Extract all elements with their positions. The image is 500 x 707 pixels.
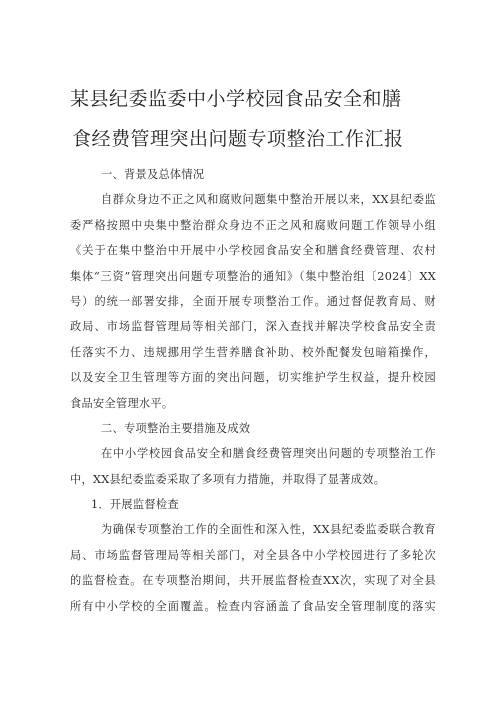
paragraph-line: 所有中小学校的全面覆盖。检查内容涵盖了食品安全管理制度的落实 — [70, 599, 436, 613]
paragraph-last-line: 食品安全管理水平。 — [70, 396, 174, 410]
paragraph-first-line: 自群众身边不正之风和腐败问题集中整治开展以来，XX县纪委监 — [101, 193, 436, 207]
paragraph-line: 的监督检查。在专项整治期间，共开展监督检查XX次，实现了对全县 — [70, 574, 436, 588]
paragraph-line: 以及安全卫生管理等方面的突出问题，切实维护学生权益，提升校园 — [70, 371, 436, 385]
paragraph-line: 号）的统一部署安排，全面开展专项整治工作。通过督促教育局、财 — [70, 294, 436, 308]
paragraph-first-line: 为确保专项整治工作的全面性和深入性，XX县纪委监委联合教育 — [101, 523, 436, 537]
paragraph-line: 政局、市场监督管理局等相关部门，深入查找并解决学校食品安全责 — [70, 320, 436, 334]
document-title-line-1: 某县纪委监委中小学校园食品安全和膳 — [70, 88, 402, 110]
section-heading: 一、背景及总体情况 — [101, 168, 205, 181]
document-title-line-2: 食经费管理突出问题专项整治工作汇报 — [72, 128, 404, 150]
section-heading: 二、专项整治主要措施及成效 — [101, 421, 251, 435]
paragraph-line: 集体“三资”管理突出问题专项整治的通知》（集中整治组〔2024〕XX — [70, 269, 436, 283]
paragraph-line: 局、市场监督管理局等相关部门，对全县各中小学校园进行了多轮次 — [70, 548, 436, 562]
paragraph-line: 任落实不力、违规挪用学生营养膳食补助、校外配餐发包暗箱操作， — [70, 345, 436, 359]
document-body — [70, 162, 436, 619]
paragraph-line: 《关于在集中整治中开展中小学校园食品安全和膳食经费管理、农村 — [70, 244, 436, 258]
paragraph-last-line: 中，XX县纪委监委采取了多项有力措施，并取得了显著成效。 — [70, 472, 386, 486]
paragraph-first-line: 在中小学校园食品安全和膳食经费管理突出问题的专项整治工作 — [101, 447, 436, 461]
subsection-heading: 1．开展监督检查 — [91, 498, 179, 512]
paragraph-line: 委严格按照中央集中整治群众身边不正之风和腐败问题工作领导小组 — [70, 218, 436, 232]
